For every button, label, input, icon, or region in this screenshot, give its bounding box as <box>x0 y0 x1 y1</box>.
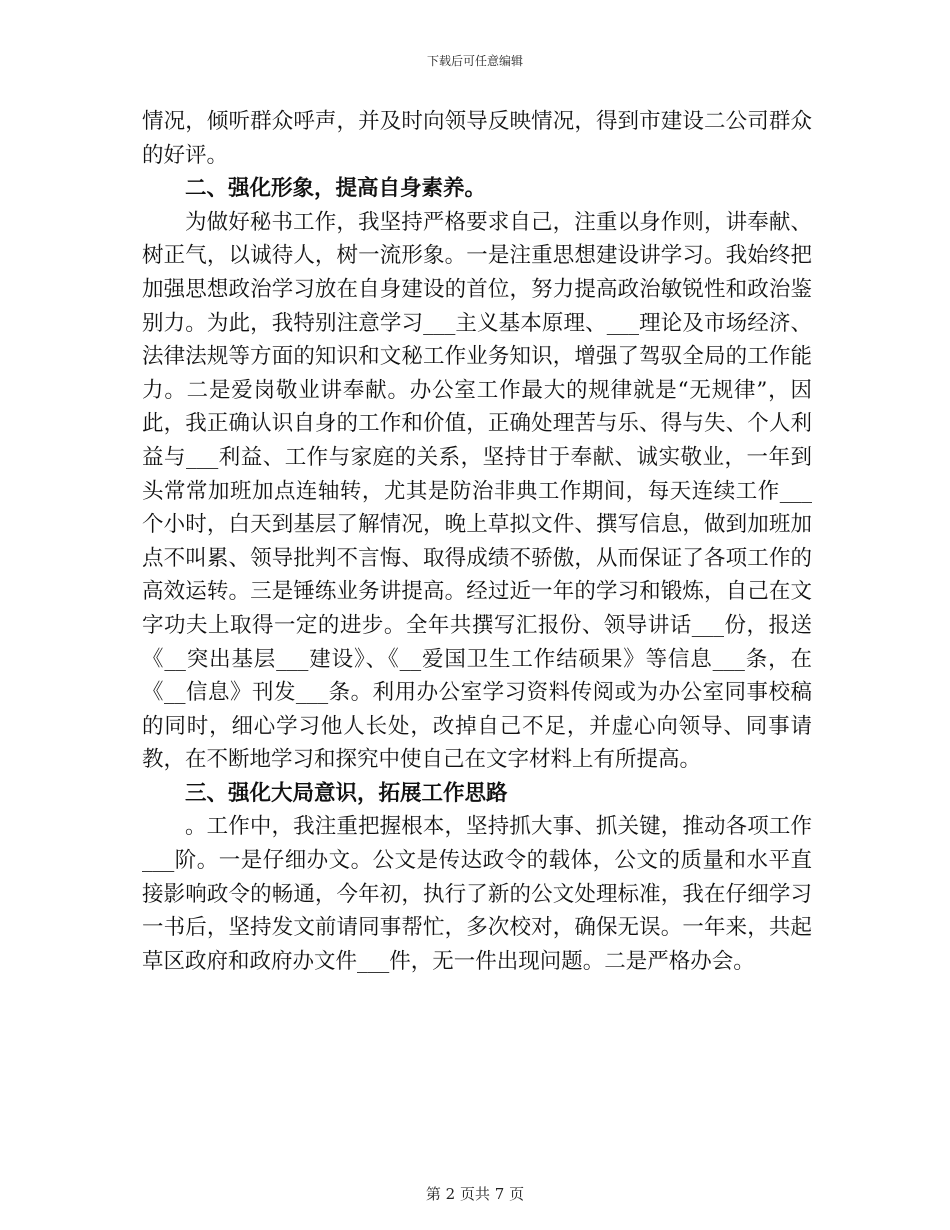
paragraph-section-three: 。工作中，我注重把握根本，坚持抓大事、抓关键，推动各项工作___阶。一是仔细办文。公文是传达政令的载体，公文的质量和水平直接影响政令的畅通，今年初，执行了新的公文处理标准，我在仔细学习一书后，坚持发文前请同事帮忙，多次校对，确保无误。一年来，共起草区政府和政府办文件___件，无一件出现问题。二是严格办会。 <box>142 814 812 974</box>
page-header: 下载后可任意编辑 <box>426 54 523 68</box>
document-body <box>142 105 812 978</box>
paragraph-section-two: 为做好秘书工作，我坚持严格要求自己，注重以身作则，讲奉献、树正气，以诚待人，树一流形象。一是注重思想建设讲学习。我始终把加强思想政治学习放在自身建设的首位，努力提高政治敏锐性和政治鉴别力。为此，我特别注意学习___主义基本原理、___理论及市场经济、法律法规等方面的知识和文秘工作业务知识，增强了驾驭全局的工作能力。二是爱岗敬业讲奉献。办公室工作最大的规律就是“无规律”，因此，我正确认识自身的工作和价值，正确处理苦与乐、得与失、个人利益与___利益、工作与家庭的关系，坚持甘于奉献、诚实敬业，一年到头常常加班加点连轴转，尤其是防治非典工作期间，每天连续工作___个小时，白天到基层了解情况，晚上草拟文件、撰写信息，做到加班加点不叫累、领导批判不言悔、取得成绩不骄傲，从而保证了各项工作的高效运转。三是锤练业务讲提高。经过近一年的学习和锻炼，自己在文字功夫上取得一定的进步。全年共撰写汇报份、领导讲话___份，报送《__突出基层___建设》、《__爱国卫生工作结硕果》等信息___条，在《__信息》刊发___条。利用办公室学习资料传阅或为办公室同事校稿的同时，细心学习他人长处，改掉自己不足，并虚心向领导、同事请教，在不断地学习和探究中使自己在文字材料上有所提高。 <box>142 209 812 773</box>
section-heading-two: 二、强化形象，提高自身素养。 <box>185 176 487 202</box>
paragraph-continuation: 情况，倾听群众呼声，并及时向领导反映情况，得到市建设二公司群众的好评。 <box>142 109 812 168</box>
page-footer: 第 2 页共 7 页 <box>425 1185 525 1203</box>
section-heading-three: 三、强化大局意识，拓展工作思路 <box>185 780 508 806</box>
